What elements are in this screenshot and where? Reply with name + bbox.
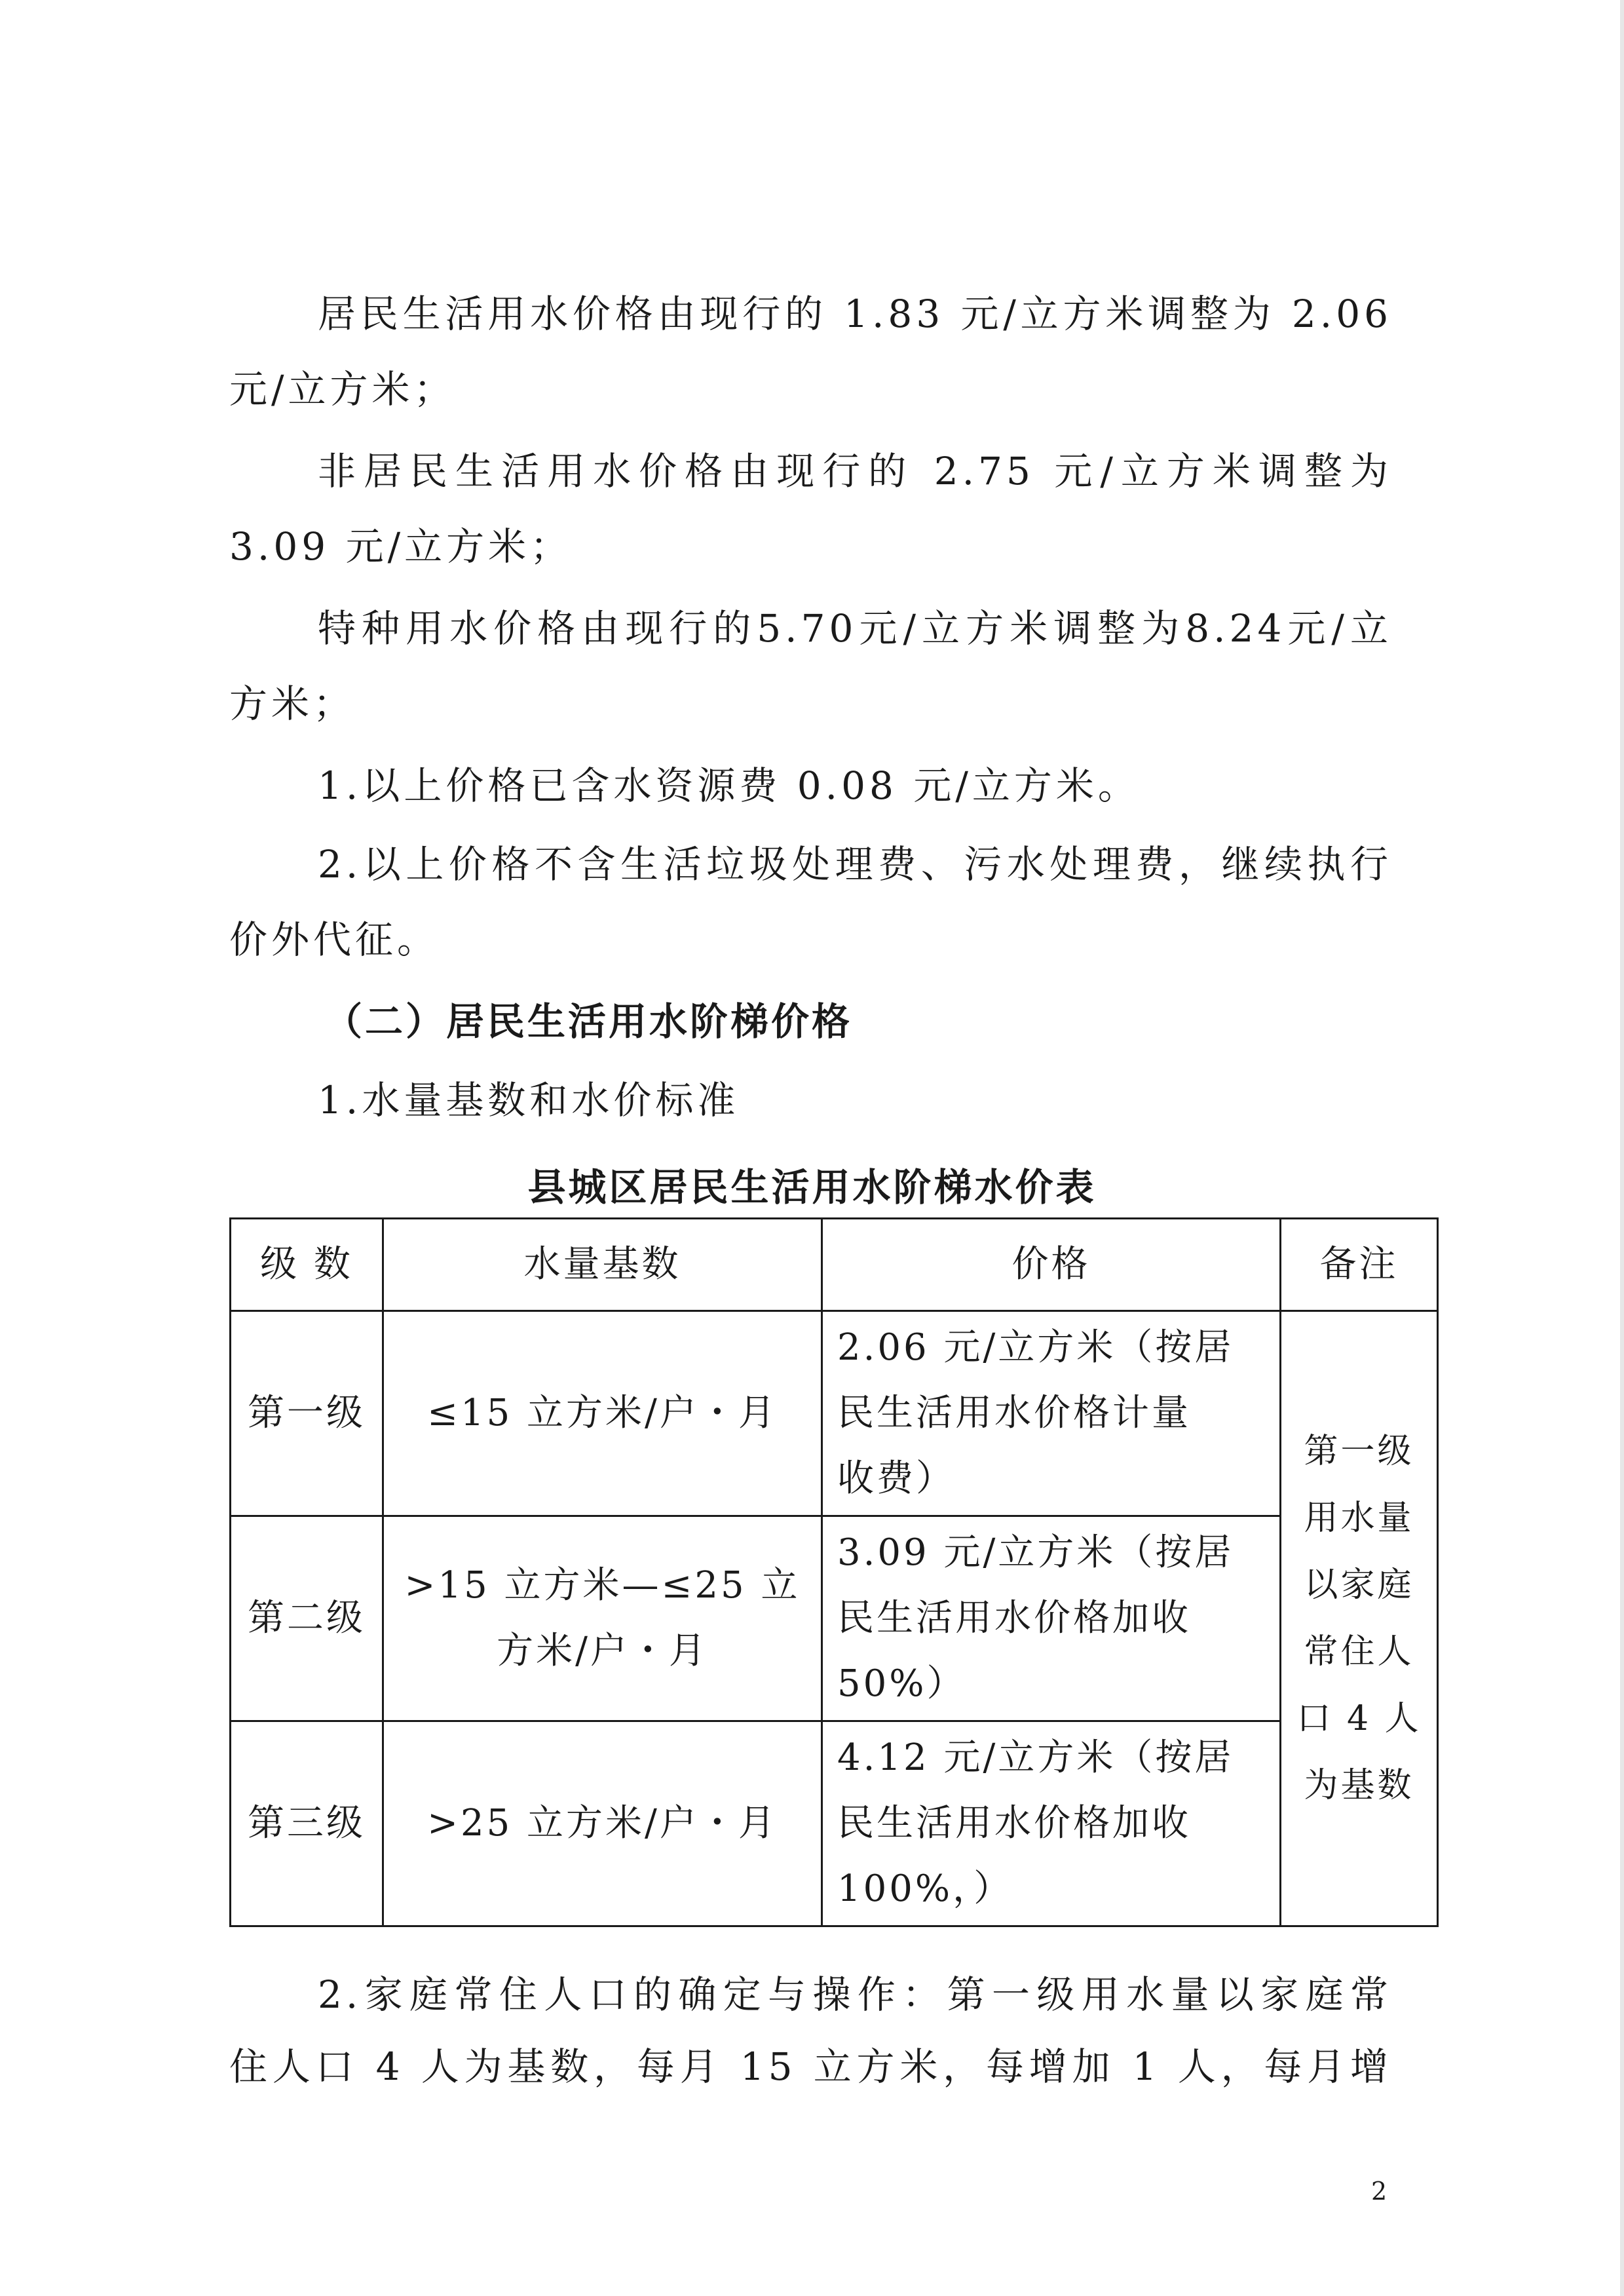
paragraph-note-2-line2: 价外代征。 — [229, 917, 440, 962]
volume-line: 方米/户・月 — [497, 1630, 708, 1672]
paragraph-household-line2: 住人口 4 人为基数，每月 15 立方米，每增加 1 人，每月增 — [229, 2044, 1392, 2089]
paragraph-special-price-line2: 方米； — [229, 681, 356, 726]
price-line: 100%，） — [837, 1867, 1013, 1910]
level-cell: 第二级 — [231, 1516, 383, 1721]
price-line: 收费） — [837, 1457, 955, 1500]
paragraph-note-1: 1.以上价格已含水资源费 0.08 元/立方米。 — [318, 763, 1140, 808]
note-line: 为基数 — [1304, 1766, 1414, 1805]
volume-cell — [383, 1311, 822, 1516]
table-header-row — [231, 1219, 1438, 1311]
paragraph-special-price-line1: 特种用水价格由现行的5.70元/立方米调整为8.24元/立 — [318, 606, 1392, 651]
subheading: 1.水量基数和水价标准 — [318, 1078, 740, 1122]
table-title: 县城区居民生活用水阶梯水价表 — [527, 1165, 1097, 1210]
volume-cell — [383, 1721, 822, 1926]
note-line: 口 4 人 — [1296, 1699, 1422, 1738]
paragraph-residential-price-line2: 元/立方米； — [229, 367, 456, 411]
volume-cell — [383, 1516, 822, 1721]
table-row — [231, 1721, 1438, 1926]
paragraph-residential-price-line1: 居民生活用水价格由现行的 1.83 元/立方米调整为 2.06 — [318, 292, 1392, 336]
price-cell — [822, 1311, 1281, 1516]
paragraph-nonresidential-price-line1: 非居民生活用水价格由现行的 2.75 元/立方米调整为 — [318, 449, 1392, 493]
page-number: 2 — [1371, 2177, 1388, 2206]
price-line: 2.06 元/立方米（按居 — [837, 1326, 1234, 1369]
paragraph-nonresidential-price-line2: 3.09 元/立方米； — [229, 524, 573, 569]
header-note: 备注 — [1281, 1219, 1438, 1311]
price-line: 民生活用水价格计量 — [837, 1392, 1191, 1434]
note-line: 以家庭 — [1304, 1565, 1414, 1605]
volume-line: >25 立方米/户・月 — [427, 1802, 778, 1845]
table-row — [231, 1311, 1438, 1516]
price-line: 50%） — [837, 1662, 966, 1705]
price-line: 民生活用水价格加收 — [837, 1597, 1191, 1639]
table-row — [231, 1516, 1438, 1721]
note-cell — [1281, 1311, 1438, 1926]
level-cell: 第一级 — [231, 1311, 383, 1516]
price-cell — [822, 1721, 1281, 1926]
volume-line: ≤15 立方米/户・月 — [427, 1392, 778, 1434]
price-line: 3.09 元/立方米（按居 — [837, 1531, 1234, 1574]
note-line: 第一级 — [1304, 1432, 1414, 1471]
note-line: 常住人 — [1304, 1632, 1414, 1672]
header-price: 价格 — [822, 1219, 1281, 1311]
paragraph-note-2-line1: 2.以上价格不含生活垃圾处理费、污水处理费，继续执行 — [318, 842, 1392, 887]
scan-edge — [1620, 0, 1624, 2296]
price-cell — [822, 1516, 1281, 1721]
note-line: 用水量 — [1304, 1499, 1414, 1538]
level-cell: 第三级 — [231, 1721, 383, 1926]
paragraph-household-line1: 2.家庭常住人口的确定与操作：第一级用水量以家庭常 — [318, 1972, 1392, 2017]
section-heading: （二）居民生活用水阶梯价格 — [324, 999, 853, 1044]
price-line: 民生活用水价格加收 — [837, 1802, 1191, 1845]
price-line: 4.12 元/立方米（按居 — [837, 1736, 1234, 1779]
header-level: 级 数 — [231, 1219, 383, 1311]
header-volume: 水量基数 — [383, 1219, 822, 1311]
volume-line: >15 立方米—≤25 立 — [404, 1564, 801, 1607]
tiered-price-table — [229, 1217, 1439, 1927]
